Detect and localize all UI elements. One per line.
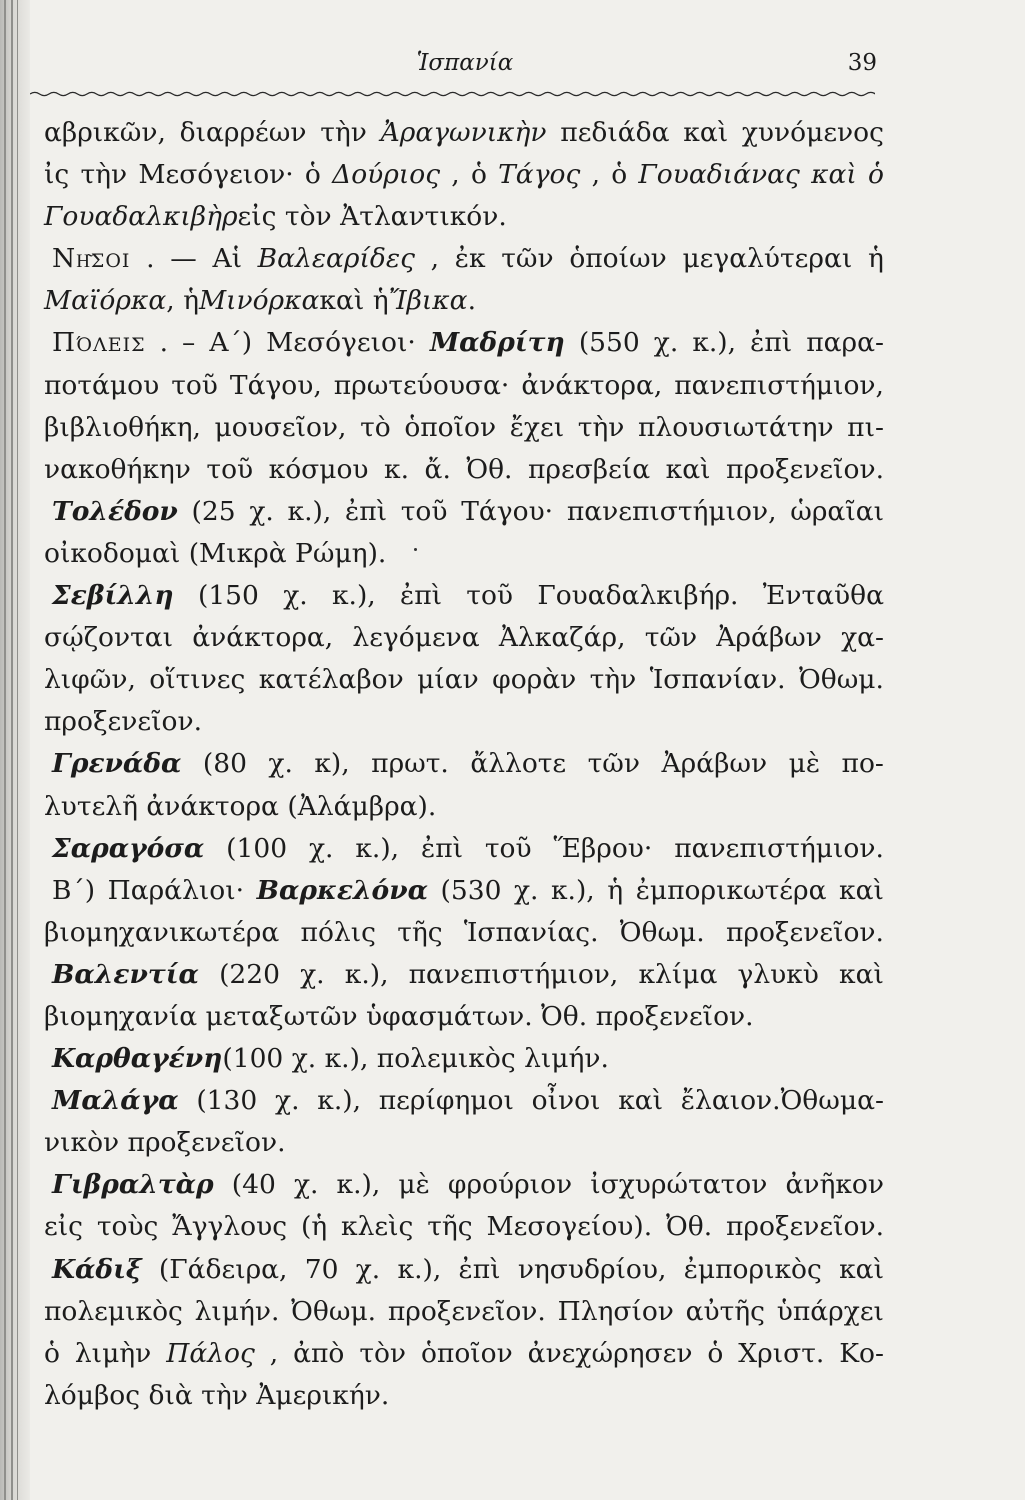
word: οἵτινες	[149, 664, 246, 696]
word: Σεβίλλη	[52, 580, 174, 612]
text-line	[44, 1080, 884, 1122]
word: λιμήν.	[194, 1295, 280, 1327]
word: περίφημοι	[378, 1085, 514, 1117]
word: κλίμα	[638, 958, 718, 990]
word: (25	[191, 495, 236, 527]
word: κλεὶς	[341, 1211, 414, 1243]
word: ἐπὶ	[345, 495, 388, 527]
word: φρούριον	[447, 1169, 573, 1201]
word: χυνόμενος	[741, 117, 884, 148]
word: πρωτεύουσα·	[333, 369, 510, 401]
word: διαρρέων	[179, 117, 307, 148]
word: Μαλάγα	[52, 1085, 179, 1117]
word: Μεσογείου).	[486, 1211, 653, 1243]
text-line	[44, 238, 884, 280]
text-run: , ἡ	[166, 285, 199, 317]
text-line	[44, 449, 884, 491]
word: Ὀθωμ.	[619, 916, 705, 948]
word: πρεσβεία	[527, 453, 651, 485]
word: χ.	[249, 495, 274, 527]
word: τῶν	[501, 243, 554, 275]
word: Ἀράβων	[716, 622, 822, 654]
word: εἰς	[44, 1211, 83, 1243]
word: ὡραῖαι	[790, 495, 884, 527]
word: ἡ	[607, 874, 624, 906]
text-line	[44, 533, 884, 575]
word: τὸ	[360, 411, 391, 443]
word: Νῆσοι	[52, 243, 131, 275]
word: Αἱ	[212, 243, 242, 275]
word: καὶ	[683, 117, 729, 148]
word: κ.),	[344, 958, 389, 990]
text-run: .	[467, 285, 476, 317]
island-name: Μινόρκα	[198, 285, 320, 317]
word: τὴν	[80, 159, 128, 191]
word: τῆς	[427, 1211, 473, 1243]
word: τοῦ	[206, 453, 254, 485]
word: πι-	[847, 411, 884, 443]
word: ,	[430, 243, 440, 275]
word: καὶ	[811, 159, 857, 191]
text-line	[44, 1249, 884, 1291]
word: Ἐνταῦθα	[762, 580, 884, 612]
word: Ὀθωμ.	[291, 1295, 377, 1327]
word: ἀπὸ	[293, 1337, 345, 1369]
word: Σαραγόσα	[52, 832, 205, 864]
word: ἐμπορικωτέρα	[635, 874, 827, 906]
word: (220	[219, 958, 280, 990]
body-text	[44, 112, 884, 1417]
word: Ἱσπανίας.	[463, 916, 599, 948]
word: Βαρκελόνα	[256, 874, 428, 906]
word: πανεπιστήμιον,	[408, 958, 619, 990]
word: .	[146, 243, 155, 275]
word: Παράλιοι·	[107, 874, 245, 906]
text-line	[44, 280, 884, 322]
word: ἐπὶ	[399, 580, 443, 612]
word: τῆς	[397, 916, 443, 948]
word: ὁποῖον	[404, 411, 497, 443]
word: ὑπάρχει	[776, 1295, 884, 1327]
word: μουσεῖον,	[214, 411, 347, 443]
text-line	[44, 659, 884, 701]
word: Ἀραγωνικὴν	[380, 117, 547, 148]
word: (80	[202, 748, 247, 780]
spine-edge-line	[11, 0, 13, 1500]
word: Τολέδον	[52, 495, 178, 527]
word: κ.),	[331, 580, 376, 612]
word: ὁ	[611, 159, 628, 191]
word: .	[159, 327, 168, 359]
word: ἀνῆκον	[785, 1169, 884, 1201]
text-run: οἰκοδομαὶ (Μικρὰ Ρώμη).	[44, 537, 387, 569]
word: Ὀθ.	[666, 1211, 713, 1243]
word: τῶν	[644, 622, 698, 654]
word: κατέλαβον	[258, 664, 404, 696]
word: ,	[451, 159, 460, 191]
word: κ.),	[287, 495, 332, 527]
word: ἄ.	[424, 453, 451, 485]
word: Τάγου,	[229, 369, 322, 401]
word: Βαλεαρίδες	[257, 243, 415, 275]
word: Δούριος	[332, 159, 441, 191]
header-wavy-rule	[30, 86, 875, 102]
text-line	[44, 701, 884, 743]
word: Γιβραλτὰρ	[52, 1169, 214, 1201]
word: λιφῶν,	[44, 664, 136, 696]
word: ,	[591, 159, 600, 191]
word: ἐπὶ	[750, 327, 793, 359]
word: Μαδρίτη	[429, 327, 565, 359]
text-line	[44, 828, 884, 870]
word: τὸν	[359, 1337, 407, 1369]
word: πανεπιστήμιον.	[674, 832, 884, 864]
word: (150	[197, 580, 259, 612]
word: ἐμπορικὸς	[683, 1253, 822, 1285]
running-header-title: Ἱσπανία	[416, 50, 514, 76]
word: (40	[231, 1169, 276, 1201]
word: Ὀθ.	[466, 453, 513, 485]
text-line	[44, 1164, 884, 1206]
word: κ.),	[317, 1085, 361, 1117]
word: κ),	[314, 748, 350, 780]
text-run: νικὸν προξενεῖον.	[44, 1127, 286, 1159]
word: προξενεῖον.	[726, 1211, 884, 1243]
word: κ.	[384, 453, 410, 485]
text-run: λυτελῆ ἀνάκτορα (Ἀλάμβρα).	[44, 790, 437, 822]
word: Ὀθωμ.	[799, 664, 884, 696]
word: νησυδρίου,	[517, 1253, 667, 1285]
word: ὁποίων	[569, 243, 667, 275]
text-line	[44, 1038, 884, 1080]
word: τοῦ	[484, 832, 532, 864]
word: κόσμου	[268, 453, 369, 485]
text-line	[44, 1206, 884, 1248]
word: κ.),	[336, 1169, 381, 1201]
word: κ.),	[550, 874, 595, 906]
word: Πάλος	[166, 1337, 255, 1369]
text-line	[44, 870, 884, 912]
word: παρα-	[806, 327, 884, 359]
river-name: Γουαδαλκιβὴρ	[44, 201, 238, 233]
word: Γρενάδα	[52, 748, 182, 780]
word: μὲ	[788, 748, 821, 780]
word: τὴν	[589, 664, 637, 696]
text-line	[44, 1291, 884, 1333]
word: (550	[578, 327, 640, 359]
word: (ἡ	[300, 1211, 328, 1243]
word: πανεπιστήμιον,	[566, 495, 777, 527]
text-line	[44, 743, 884, 785]
word: Πόλεις	[52, 327, 146, 359]
word: χ.	[283, 580, 308, 612]
word: αὐτῆς	[685, 1295, 766, 1327]
print-speck	[414, 548, 417, 551]
text-run: καὶ ἡ	[319, 285, 389, 317]
word: (Γάδειρα,	[158, 1253, 288, 1285]
word: ἄλλοτε	[470, 748, 567, 780]
word: —	[170, 243, 197, 275]
word: Α΄)	[209, 327, 253, 359]
word: μὲ	[398, 1169, 430, 1201]
spine-edge-line	[4, 0, 6, 1500]
word: Τάγου·	[461, 495, 554, 527]
word: ἀνεχώρησεν	[527, 1337, 693, 1369]
word: χ.	[653, 327, 679, 359]
word: βιβλιοθήκη,	[44, 411, 201, 443]
text-line	[44, 996, 884, 1038]
word: χ.	[355, 1253, 381, 1285]
word: ἀνάκτορα,	[192, 622, 334, 654]
word: χ.	[275, 1085, 300, 1117]
text-run: λόμβος διὰ τὴν Ἀμερικήν.	[44, 1379, 390, 1411]
word: Πλησίον	[557, 1295, 674, 1327]
city-name: Καρθαγένη	[52, 1043, 223, 1075]
text-run: βιομηχανία μεταξωτῶν ὑφασμάτων. Ὀθ. προξενεῖον.	[44, 1000, 754, 1032]
text-line	[44, 617, 884, 659]
word: 70	[304, 1253, 339, 1285]
word: καὶ	[839, 1253, 884, 1285]
text-line	[44, 196, 884, 238]
word: Ἱσπανίαν.	[649, 664, 786, 696]
word: πλουσιωτάτην	[637, 411, 834, 443]
word: τὴν	[577, 411, 625, 443]
word: Μεσόγειον·	[138, 159, 294, 191]
word: λεγόμενα	[352, 622, 480, 654]
text-line	[44, 407, 884, 449]
word: ὁ	[867, 159, 884, 191]
word: πολεμικὸς	[44, 1295, 183, 1327]
island-name: Ἴβικα	[388, 285, 468, 317]
word: ἀνάκτορα,	[521, 369, 663, 401]
word: τοὺς	[96, 1211, 159, 1243]
word: κ.),	[355, 832, 400, 864]
text-line	[44, 954, 884, 996]
island-name: Μαϊόρκα	[44, 285, 167, 317]
text-line	[44, 1122, 884, 1164]
word: ἰς	[44, 159, 70, 191]
word: ὁ	[304, 159, 321, 191]
word: χ.	[513, 874, 539, 906]
word: Χριστ.	[738, 1337, 825, 1369]
word: πο-	[841, 748, 884, 780]
word: Ἄγγλους	[172, 1211, 288, 1243]
word: τοῦ	[171, 369, 218, 401]
word: πεδιάδα	[560, 117, 670, 148]
text-line	[44, 1375, 884, 1417]
text-line	[44, 112, 884, 154]
word: Β΄)	[52, 874, 96, 906]
word: ἔλαιον.Ὀθωμα-	[680, 1085, 884, 1117]
word: βιομηχανικωτέρα	[44, 916, 280, 948]
text-line	[44, 786, 884, 828]
word: προξενεῖον.	[725, 916, 884, 948]
word: προξενεῖον.	[387, 1295, 546, 1327]
text-run: (100 χ. κ.), πολεμικὸς λιμήν.	[222, 1043, 609, 1075]
word: κ.),	[692, 327, 737, 359]
word: (130	[196, 1085, 258, 1117]
word: ποτάμου	[44, 369, 160, 401]
word: ἔχει	[509, 411, 565, 443]
word: ,	[269, 1337, 279, 1369]
word: χα-	[841, 622, 884, 654]
word: ἐπὶ	[458, 1253, 501, 1285]
word: ἡ	[867, 243, 884, 275]
word: αβρικῶν,	[44, 117, 166, 148]
word: τοῦ	[466, 580, 514, 612]
word: τοῦ	[400, 495, 448, 527]
page-number: 39	[847, 50, 877, 76]
word: ὁ	[44, 1337, 60, 1369]
word: ἐπὶ	[420, 832, 463, 864]
word: τῶν	[587, 748, 641, 780]
word: Ἀράβων	[661, 748, 768, 780]
word: Ἀλκαζάρ,	[498, 622, 626, 654]
word: τὴν	[320, 117, 367, 148]
word: ἰσχυρώτατον	[590, 1169, 768, 1201]
word: (100	[226, 832, 288, 864]
word: πανεπιστήμιον,	[674, 369, 884, 401]
word: ὁποῖον	[420, 1337, 513, 1369]
word: λιμὴν	[74, 1337, 152, 1369]
word: Βαλεντία	[52, 958, 199, 990]
word: Τάγος	[498, 159, 581, 191]
word: χ.	[268, 748, 293, 780]
text-run: προξενεῖον.	[44, 706, 202, 738]
text-line	[44, 491, 884, 533]
text-line	[44, 365, 884, 407]
text-line	[44, 1333, 884, 1375]
text-line	[44, 575, 884, 617]
word: οἶνοι	[531, 1085, 601, 1117]
word: ἐκ	[454, 243, 486, 275]
word: καὶ	[839, 958, 884, 990]
word: πρωτ.	[371, 748, 449, 780]
word: μίαν	[417, 664, 479, 696]
word: πόλις	[300, 916, 376, 948]
word: προξενεῖον.	[726, 453, 884, 485]
word: Ἕβρου·	[553, 832, 653, 864]
word: καὶ	[618, 1085, 664, 1117]
word: κ.),	[397, 1253, 442, 1285]
word: φορὰν	[492, 664, 577, 696]
word: χ.	[300, 958, 325, 990]
word: –	[182, 327, 196, 359]
word: γλυκὺ	[737, 958, 819, 990]
word: καὶ	[665, 453, 711, 485]
word: καὶ	[839, 874, 884, 906]
word: ὁ	[707, 1337, 724, 1369]
text-line	[44, 912, 884, 954]
word: ὁ	[470, 159, 487, 191]
word: χ.	[293, 1169, 319, 1201]
word: Μεσόγειοι·	[266, 327, 416, 359]
spine-edge-line	[17, 0, 18, 1500]
word: μεγαλύτεραι	[682, 243, 853, 275]
text-run: εἰς τὸν Ἀτλαντικόν.	[237, 201, 507, 233]
word: νακοθήκην	[44, 453, 191, 485]
text-line	[44, 322, 884, 364]
word: Γουαδιάνας	[638, 159, 800, 191]
word: Κάδιξ	[52, 1253, 142, 1285]
word: Κο-	[839, 1337, 884, 1369]
word: Γουαδαλκιβήρ.	[537, 580, 739, 612]
word: (530	[440, 874, 502, 906]
word: σῴζονται	[44, 622, 174, 654]
text-line	[44, 154, 884, 196]
word: χ.	[308, 832, 334, 864]
